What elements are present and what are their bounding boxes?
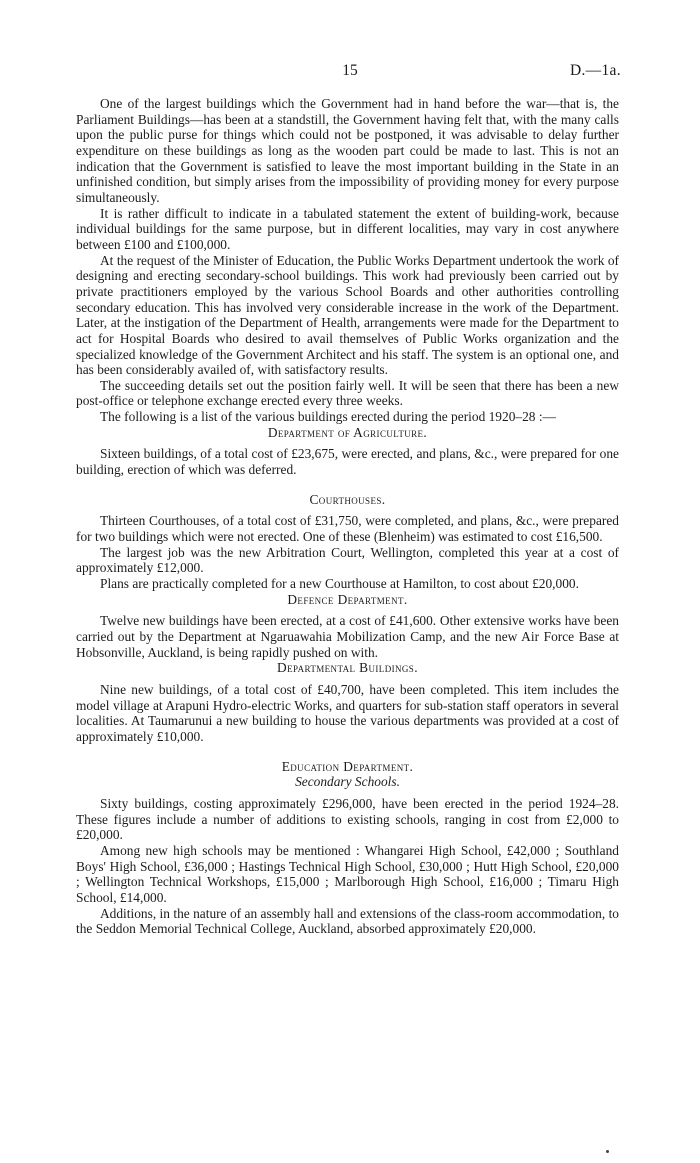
paragraph-agriculture: Sixteen buildings, of a total cost of £23,675, were erected, and plans, &c., were prepared for one building, erection of which was deferred. xyxy=(76,446,619,478)
paragraph-parliament-buildings: One of the largest buildings which the Government had in hand before the war—that is, the Parliament Buildings—has been at a standstill, the Government having felt that, with the many calls upon the public purse for things which could not be postponed, it was advisable to delay further expenditure on these buildings as long as the wooden part could be made to last. This is not an indication that the Government is satisfied to leave the most important building in the State in an unfinished condition, but simply arises from the impossibility of providing money for every purpose simultaneously. xyxy=(76,96,619,205)
paragraph-succeeding-details: The succeeding details set out the position fairly well. It will be seen that there has been a new post-office or telephone exchange erected every three weeks. xyxy=(76,377,619,409)
paragraph-secondary-school-work: At the request of the Minister of Education, the Public Works Department undertook the work of designing and erecting secondary-school buildings. This work had previously been carried out by private practitioners employed by the various School Boards and other authorities controlling secondary education. This has involved very considerable increase in the work of the Department. Later, at the instigation of the Department of Health, arrangements were made for the Department to act for Hospital Boards who desired to avail themselves of Public Works organization and the specialized knowledge of the Government Architect and his staff. The system is an optional one, and has been considerably availed of, with satisfactory results. xyxy=(76,252,619,378)
paragraph-defence: Twelve new buildings have been erected, at a cost of £41,600. Other extensive works have been carried out by the Department at Ngaruawahia Mobilization Camp, and the new Air Force Base at Hobsonville, Auckland, is being rapidly pushed on with. xyxy=(76,613,619,660)
document-reference: D.—1a. xyxy=(570,62,621,79)
paragraph-courthouses-2: The largest job was the new Arbitration Court, Wellington, completed this year at a cost of approximately £12,000. xyxy=(76,544,619,576)
paragraph-education-1: Sixty buildings, costing approximately £296,000, have been erected in the period 1924–28. These figures include a number of additions to existing schools, ranging in cost from £2,000 to £20,000. xyxy=(76,795,619,843)
print-speck xyxy=(606,1150,609,1153)
paragraph-education-3: Additions, in the nature of an assembly hall and extensions of the class-room accommodation, to the Seddon Memorial Technical College, Auckland, absorbed approximately £20,000. xyxy=(76,905,619,937)
paragraph-education-2: Among new high schools may be mentioned : Whangarei High School, £42,000 ; Southland Boys' High School, £36,000 ; Hastings Technical High School, £30,000 ; Hutt High School, £20,000 ; Wellington Technical Workshops, £15,000 ; Marlborough High School, £16,000 ; Timaru High School, £14,000. xyxy=(76,842,619,905)
paragraph-courthouses-1: Thirteen Courthouses, of a total cost of £31,750, were completed, and plans, &c., were prepared for two buildings which were not erected. One of these (Blenheim) was estimated to cost £16,500. xyxy=(76,513,619,545)
heading-agriculture: Department of Agriculture. xyxy=(267,424,428,440)
page-header xyxy=(0,62,700,86)
subheading-secondary-schools: Secondary Schools. xyxy=(295,774,400,790)
heading-defence: Defence Department. xyxy=(287,591,408,607)
heading-departmental-buildings: Departmental Buildings. xyxy=(277,660,418,676)
heading-education: Education Department. xyxy=(281,758,414,774)
paragraph-departmental-buildings: Nine new buildings, of a total cost of £40,700, have been completed. This item includes the model village at Arapuni Hydro-electric Works, and quarters for sub-station staff operators in several localities. At Taumarunui a new building to house the various departments was provided at a cost of approximately £10,000. xyxy=(76,681,619,744)
paragraph-list-intro: The following is a list of the various buildings erected during the period 1920–28 :— xyxy=(100,409,556,425)
document-body xyxy=(76,96,619,937)
paragraph-courthouses-3: Plans are practically completed for a new Courthouse at Hamilton, to cost about £20,000. xyxy=(100,576,579,592)
page-number: 15 xyxy=(342,62,358,79)
heading-courthouses: Courthouses. xyxy=(309,491,386,507)
paragraph-tabulated-statement: It is rather difficult to indicate in a tabulated statement the extent of building-work, because individual buildings for the same purpose, but in different localities, may vary in cost anywhere between £100 and £100,000. xyxy=(76,205,619,252)
